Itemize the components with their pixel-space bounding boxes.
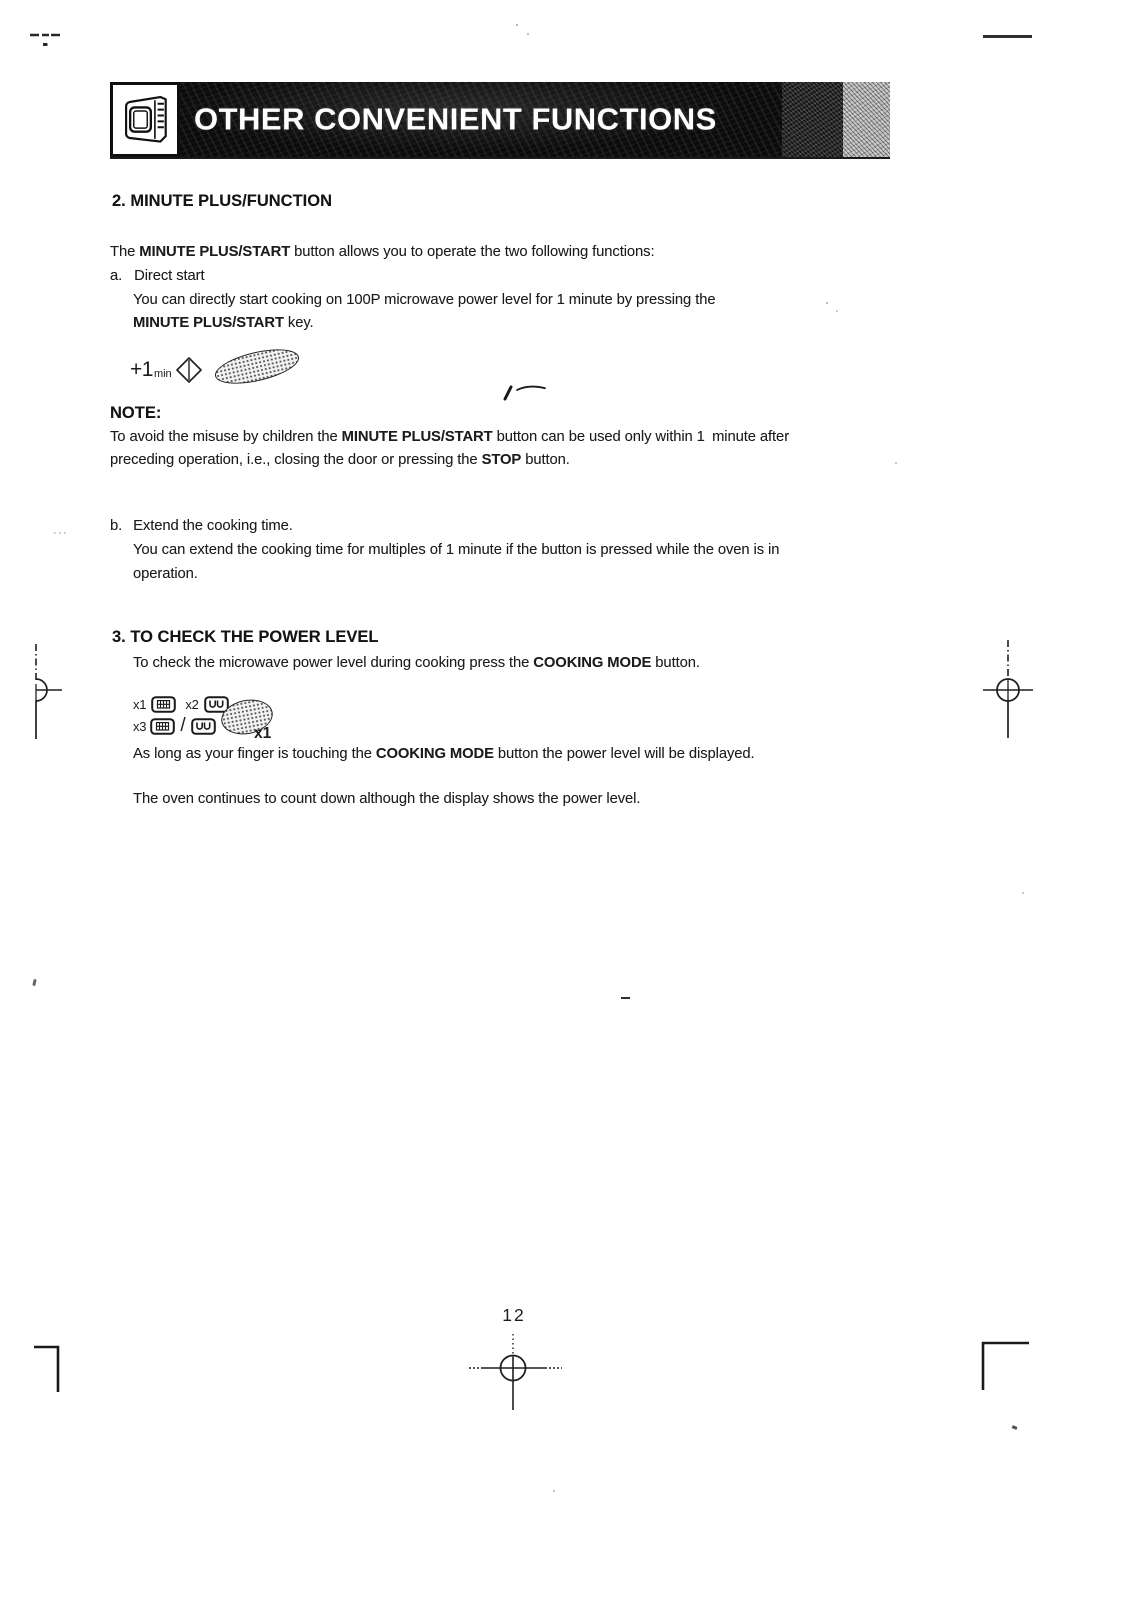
section-2-intro [110, 242, 655, 263]
text-segment: As long as your finger is touching the [133, 746, 376, 762]
note-line1 [110, 427, 789, 448]
text-segment: preceding operation, i.e., closing the door or pressing the [110, 452, 482, 468]
banner-title: OTHER CONVENIENT FUNCTIONS [194, 100, 717, 136]
scan-speck [1012, 1425, 1018, 1430]
microwave-power-key-icon [151, 696, 176, 713]
text-segment-bold: COOKING MODE [375, 746, 494, 762]
text-segment-bold: MINUTE PLUS/START [139, 244, 291, 260]
diamond-key-icon [174, 355, 204, 385]
grill-key-icon [191, 718, 216, 735]
section-3-heading: 3. TO CHECK THE POWER LEVEL [112, 628, 379, 646]
registration-crosshair-left-icon [20, 640, 68, 745]
press-count-x1: x1 [133, 697, 147, 712]
section-2-heading: 2. MINUTE PLUS/FUNCTION [112, 192, 333, 210]
scan-speck [553, 1490, 555, 1492]
scan-speck [54, 532, 68, 534]
text-segment: button. [651, 655, 700, 671]
banner-texture-light-speckle [843, 82, 890, 157]
text-segment: button. [521, 452, 570, 468]
item-a-label: a. [110, 268, 123, 284]
pen-mark [498, 380, 552, 404]
text-segment: button the power level will be displayed. [493, 746, 755, 762]
scan-speck [895, 462, 897, 464]
section-3-body-line2 [133, 744, 755, 765]
note-heading: NOTE: [110, 404, 162, 422]
text-segment-bold: MINUTE PLUS/START [341, 429, 493, 445]
page-number: 12 [502, 1305, 526, 1325]
item-a-title-line [110, 266, 204, 287]
item-b-title: Extend the cooking time. [133, 518, 293, 534]
microwave-oven-icon [118, 91, 172, 149]
text-segment: button allows you to operate the two following functions: [290, 244, 655, 260]
oval-start-button-icon [212, 342, 302, 390]
scan-speck [527, 33, 529, 35]
scan-speck [516, 24, 518, 26]
banner-texture-dark-speckle [782, 82, 843, 157]
item-b-title-line [110, 516, 293, 537]
oval-press-count-label: x1 [254, 725, 272, 742]
calibration-dash-top-right-icon [983, 35, 1032, 38]
text-segment: The [110, 244, 140, 260]
key-press-row-1 [133, 696, 229, 713]
note-line2 [110, 450, 570, 471]
text-segment-bold: COOKING MODE [533, 655, 652, 671]
text-segment-bold: STOP [481, 452, 522, 468]
key-separator: / [180, 715, 186, 736]
press-count-x2: x2 [185, 697, 199, 712]
text-segment: button can be used only within 1 minute after [492, 429, 790, 445]
section-banner [110, 82, 890, 159]
section-3-body-line3: The oven continues to count down although the display shows the power level. [133, 791, 641, 807]
item-a-body-line2 [133, 313, 314, 334]
text-segment-bold: MINUTE PLUS/START [133, 315, 284, 331]
text-segment: To check the microwave power level during cooking press the [133, 655, 534, 671]
plus1-min-label: min [153, 368, 172, 380]
item-b-body-line1: You can extend the cooking time for multiples of 1 minute if the button is pressed while the oven is in [133, 542, 780, 558]
calibration-dash-top-left-icon [26, 28, 70, 52]
item-b-label: b. [110, 518, 123, 534]
scan-speck [836, 310, 838, 312]
scan-speck [826, 302, 828, 304]
item-b-body-line2: operation. [133, 566, 198, 582]
item-a-body-line1: You can directly start cooking on 100P microwave power level for 1 minute by pressing the [133, 292, 716, 308]
text-segment: To avoid the misuse by children the [110, 429, 342, 445]
registration-crosshair-right-icon [975, 638, 1045, 743]
crop-mark-bottom-left-icon [28, 1340, 68, 1398]
press-count-x3: x3 [133, 718, 147, 734]
registration-crosshair-bottom-icon [465, 1330, 565, 1415]
text-segment: key. [283, 315, 314, 331]
plus-one-min-illustration [130, 348, 300, 392]
scan-speck [1022, 892, 1024, 894]
section-3-body-line1 [133, 653, 700, 674]
microwave-power-key-icon [150, 718, 175, 735]
key-press-row-2 [133, 715, 216, 737]
banner-icon-frame [110, 82, 180, 157]
item-a-title: Direct start [134, 268, 205, 284]
crop-mark-bottom-right-icon [978, 1337, 1036, 1395]
plus1-label: +1 [130, 358, 153, 381]
scan-speck [621, 997, 630, 999]
scan-speck [32, 979, 36, 986]
